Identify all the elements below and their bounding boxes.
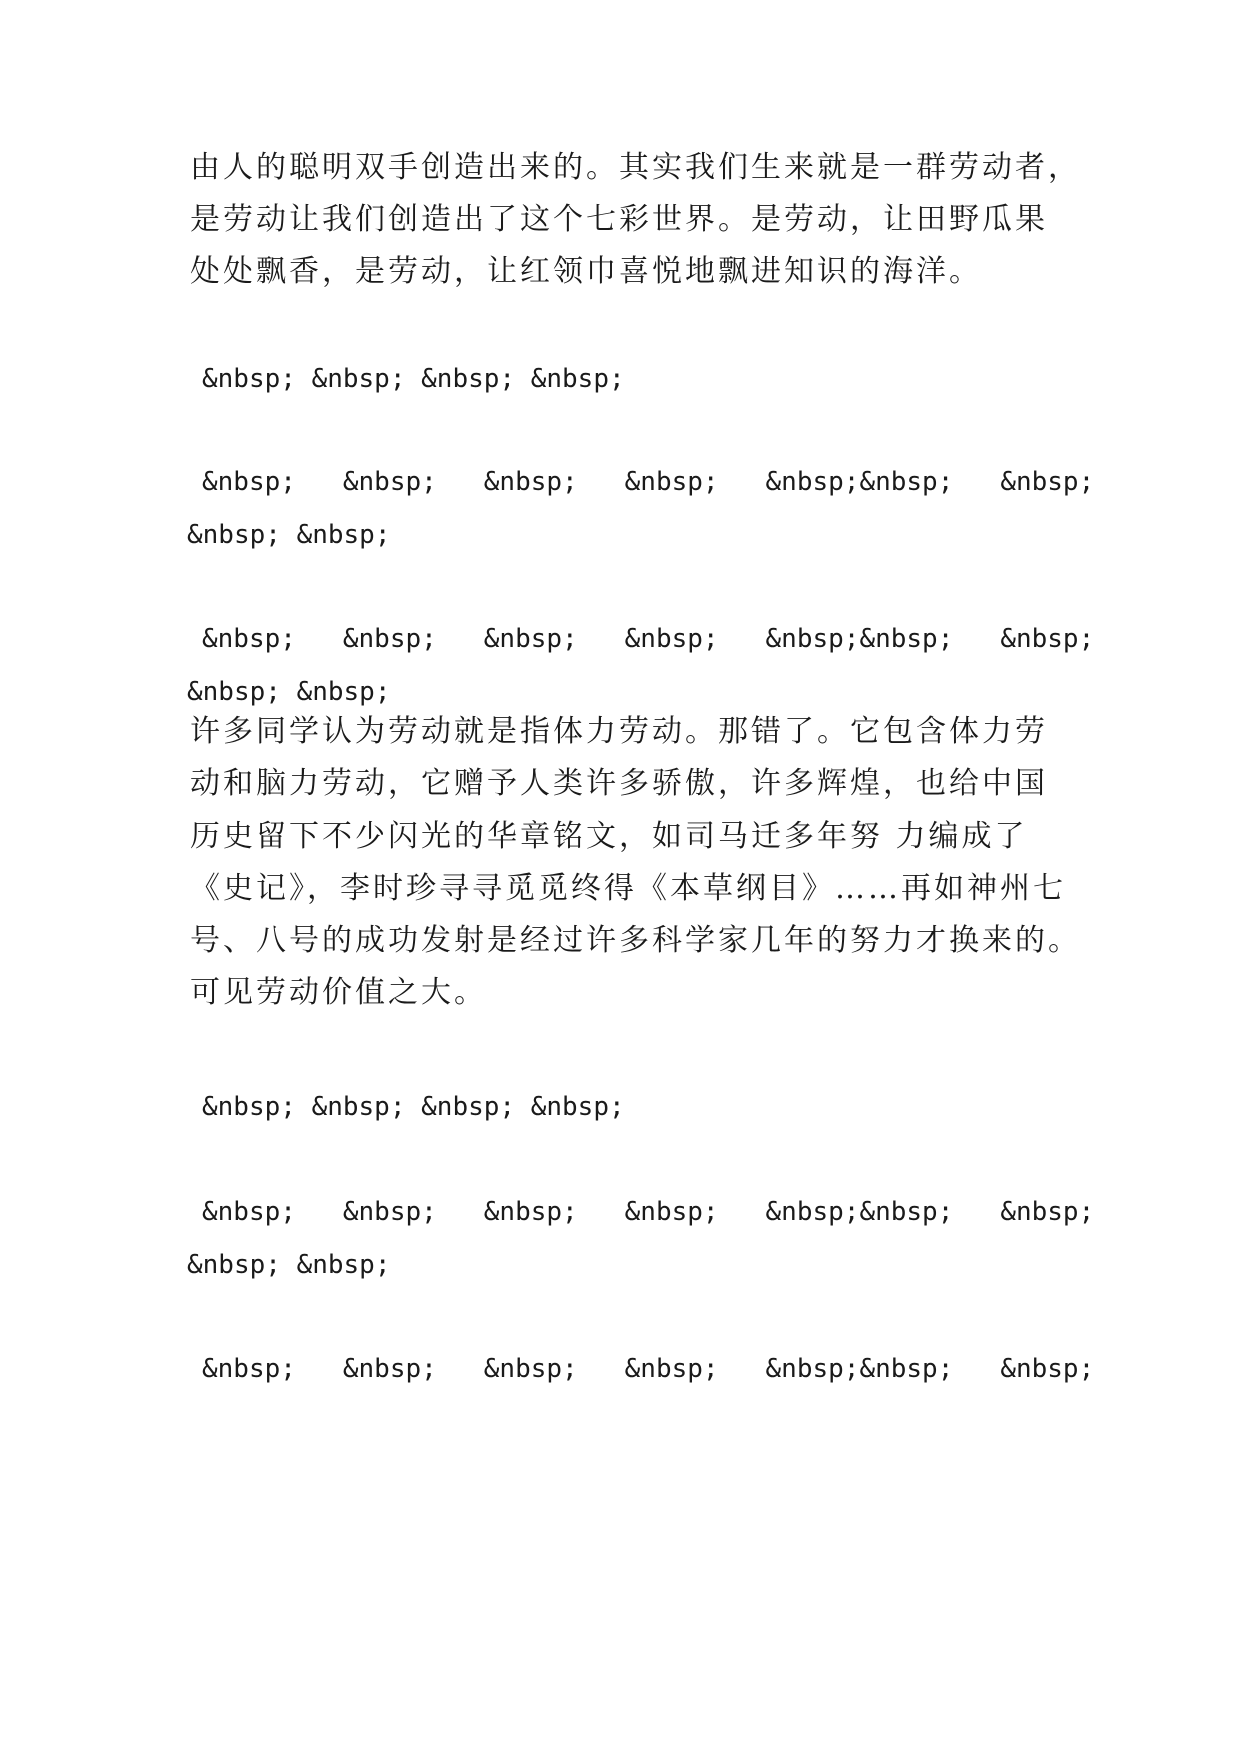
nbsp-block-3-line-1: &nbsp; &nbsp; &nbsp; &nbsp; &nbsp;&nbsp; &nbsp; xyxy=(202,624,1095,654)
nbsp-block-1-line: &nbsp; &nbsp; &nbsp; &nbsp; xyxy=(202,364,625,394)
paragraph-2-line-3: 历史留下不少闪光的华章铭文，如司马迁多年努 力编成了 xyxy=(190,819,1028,854)
nbsp-block-6-line-1: &nbsp; &nbsp; &nbsp; &nbsp; &nbsp;&nbsp; &nbsp; xyxy=(202,1354,1095,1384)
paragraph-2-line-2: 动和脑力劳动，它赠予人类许多骄傲，许多辉煌，也给中国 xyxy=(190,766,1048,801)
nbsp-block-2-line-1: &nbsp; &nbsp; &nbsp; &nbsp; &nbsp;&nbsp; &nbsp; xyxy=(202,467,1095,497)
paragraph-2-line-4: 《史记》，李时珍寻寻觅觅终得《本草纲目》……再如神州七 xyxy=(190,871,1066,906)
paragraph-1-line-3: 处处飘香，是劳动，让红领巾喜悦地飘进知识的海洋。 xyxy=(190,254,982,289)
paragraph-2-line-1: 许多同学认为劳动就是指体力劳动。那错了。它包含体力劳 xyxy=(190,714,1048,749)
nbsp-block-5-line-1: &nbsp; &nbsp; &nbsp; &nbsp; &nbsp;&nbsp; &nbsp; xyxy=(202,1197,1095,1227)
nbsp-block-5-line-2: &nbsp; &nbsp; xyxy=(187,1250,391,1280)
paragraph-1-line-1: 由人的聪明双手创造出来的。其实我们生来就是一群劳动者， xyxy=(190,150,1081,185)
paragraph-2-line-6: 可见劳动价值之大。 xyxy=(190,975,487,1010)
nbsp-block-4-line: &nbsp; &nbsp; &nbsp; &nbsp; xyxy=(202,1092,625,1122)
paragraph-1-line-2: 是劳动让我们创造出了这个七彩世界。是劳动，让田野瓜果 xyxy=(190,202,1048,237)
nbsp-block-2-line-2: &nbsp; &nbsp; xyxy=(187,520,391,550)
paragraph-2-line-5: 号、八号的成功发射是经过许多科学家几年的努力才换来的。 xyxy=(190,923,1081,958)
nbsp-block-3-line-2: &nbsp; &nbsp; xyxy=(187,677,391,707)
